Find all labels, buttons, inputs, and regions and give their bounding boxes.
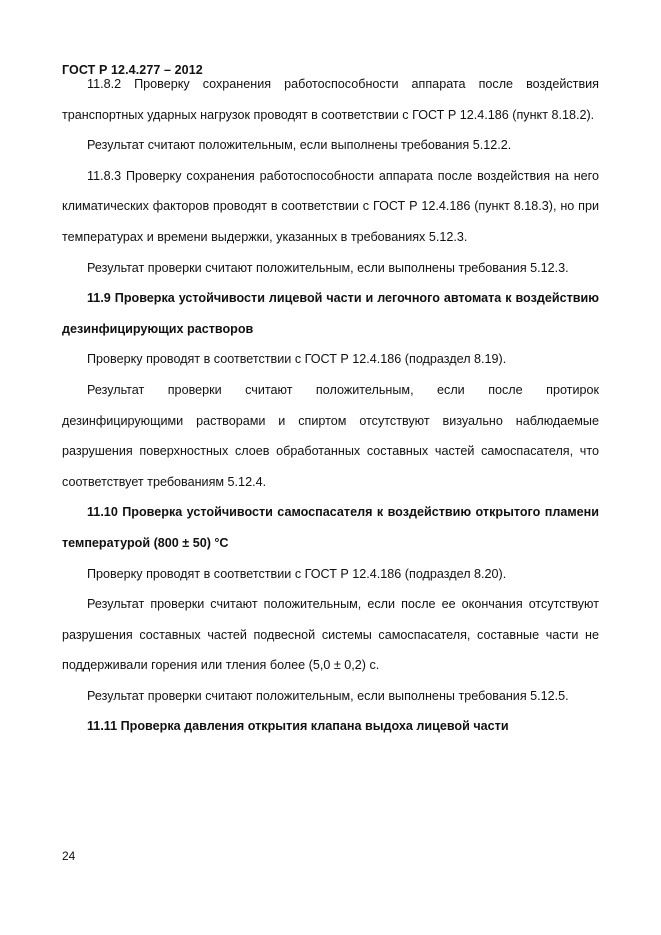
document-header: ГОСТ Р 12.4.277 – 2012 [62,63,203,77]
paragraph-11-8-3: 11.8.3 Проверку сохранения работоспособности аппарата после воздействия на него климатических факторов проводят в соответствии с ГОСТ Р 12.4.186 (пункт 8.18.3), но при температурах и времени выдержки, указанных в требованиях 5.12.3. [62,168,599,244]
page-number: 24 [62,849,76,863]
paragraph-11-10-result: Результат проверки считают положительным, если после ее окончания отсутствуют разрушения составных частей подвесной системы самоспасателя, составные части не поддерживали горения или тления более (5,0 ± 0,2) с. [62,597,599,673]
paragraph-11-8-2: 11.8.2 Проверку сохранения работоспособности аппарата после воздействия транспортных ударных нагрузок проводят в соответствии с ГОСТ Р 12.4.186 (пункт 8.18.2). [62,77,599,122]
paragraph-result-5-12-3: Результат проверки считают положительным, если выполнены требования 5.12.3. [87,260,569,275]
section-heading-11-11: 11.11 Проверка давления открытия клапана выдоха лицевой части [87,719,509,734]
paragraph-result-5-12-5: Результат проверки считают положительным, если выполнены требования 5.12.5. [87,688,569,703]
paragraph-11-9-result: Результат проверки считают положительным, если после протирок дезинфицирующими растворами и спиртом отсутствуют визуально наблюдаемые разрушения поверхностных слоев обработанных составных частей самоспасателя, что соответствует требованиям 5.12.4. [62,382,599,489]
document-body [62,69,599,742]
paragraph-result-5-12-2: Результат считают положительным, если выполнены требования 5.12.2. [87,138,512,153]
section-heading-11-9: 11.9 Проверка устойчивости лицевой части и легочного автомата к воздействию дезинфицирующих растворов [62,291,599,336]
section-heading-11-10: 11.10 Проверка устойчивости самоспасателя к воздействию открытого пламени температурой (800 ± 50) °С [62,505,599,550]
paragraph-11-9-method: Проверку проводят в соответствии с ГОСТ Р 12.4.186 (подраздел 8.19). [87,352,507,367]
paragraph-11-10-method: Проверку проводят в соответствии с ГОСТ Р 12.4.186 (подраздел 8.20). [87,566,507,581]
